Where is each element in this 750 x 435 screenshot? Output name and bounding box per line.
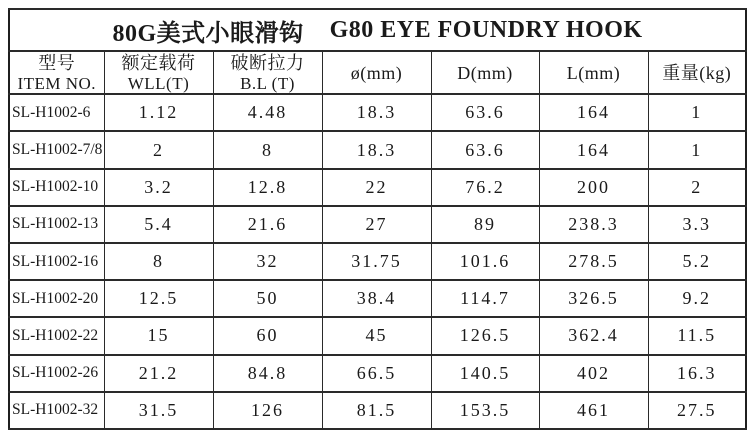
d_mm-cell: 63.6 bbox=[431, 131, 539, 168]
l_mm-cell: 200 bbox=[539, 169, 648, 206]
d_mm-cell: 153.5 bbox=[431, 392, 539, 429]
bl_t-cell: 21.6 bbox=[213, 206, 322, 243]
wll_t-cell: 3.2 bbox=[104, 169, 213, 206]
bl_t-cell: 60 bbox=[213, 317, 322, 354]
item-no-cell: SL-H1002-22 bbox=[9, 317, 104, 354]
table-row bbox=[9, 392, 746, 429]
spec-table bbox=[8, 8, 747, 430]
table-row bbox=[9, 317, 746, 354]
wll_t-cell: 1.12 bbox=[104, 94, 213, 131]
l_mm-cell: 164 bbox=[539, 131, 648, 168]
dia_mm-cell: 38.4 bbox=[322, 280, 431, 317]
column-header-dia: ø(mm) bbox=[322, 51, 431, 94]
dia_mm-cell: 27 bbox=[322, 206, 431, 243]
column-header-l: L(mm) bbox=[539, 51, 648, 94]
l_mm-cell: 164 bbox=[539, 94, 648, 131]
item-no-cell: SL-H1002-6 bbox=[9, 94, 104, 131]
dia_mm-cell: 81.5 bbox=[322, 392, 431, 429]
item-no-cell: SL-H1002-26 bbox=[9, 355, 104, 392]
weight_kg-cell: 3.3 bbox=[648, 206, 746, 243]
weight_kg-cell: 16.3 bbox=[648, 355, 746, 392]
l_mm-cell: 461 bbox=[539, 392, 648, 429]
item-no-cell: SL-H1002-20 bbox=[9, 280, 104, 317]
dia_mm-cell: 18.3 bbox=[322, 131, 431, 168]
table-row bbox=[9, 169, 746, 206]
weight_kg-cell: 11.5 bbox=[648, 317, 746, 354]
l_mm-cell: 362.4 bbox=[539, 317, 648, 354]
l_mm-cell: 278.5 bbox=[539, 243, 648, 280]
d_mm-cell: 140.5 bbox=[431, 355, 539, 392]
l_mm-cell: 402 bbox=[539, 355, 648, 392]
table-row bbox=[9, 94, 746, 131]
wll_t-cell: 5.4 bbox=[104, 206, 213, 243]
d_mm-cell: 126.5 bbox=[431, 317, 539, 354]
page-title bbox=[9, 9, 746, 51]
dia_mm-cell: 31.75 bbox=[322, 243, 431, 280]
table-row bbox=[9, 243, 746, 280]
l_mm-cell: 238.3 bbox=[539, 206, 648, 243]
d_mm-cell: 76.2 bbox=[431, 169, 539, 206]
bl_t-cell: 50 bbox=[213, 280, 322, 317]
l_mm-cell: 326.5 bbox=[539, 280, 648, 317]
wll_t-cell: 31.5 bbox=[104, 392, 213, 429]
dia_mm-cell: 45 bbox=[322, 317, 431, 354]
bl_t-cell: 32 bbox=[213, 243, 322, 280]
column-header-d: D(mm) bbox=[431, 51, 539, 94]
page-title-en: G80 EYE FOUNDRY HOOK bbox=[329, 16, 643, 43]
table-row bbox=[9, 280, 746, 317]
dia_mm-cell: 22 bbox=[322, 169, 431, 206]
weight_kg-cell: 1 bbox=[648, 131, 746, 168]
table-row bbox=[9, 355, 746, 392]
d_mm-cell: 101.6 bbox=[431, 243, 539, 280]
wll_t-cell: 15 bbox=[104, 317, 213, 354]
wll_t-cell: 8 bbox=[104, 243, 213, 280]
weight_kg-cell: 1 bbox=[648, 94, 746, 131]
item-no-cell: SL-H1002-16 bbox=[9, 243, 104, 280]
d_mm-cell: 114.7 bbox=[431, 280, 539, 317]
weight_kg-cell: 5.2 bbox=[648, 243, 746, 280]
d_mm-cell: 63.6 bbox=[431, 94, 539, 131]
bl_t-cell: 126 bbox=[213, 392, 322, 429]
d_mm-cell: 89 bbox=[431, 206, 539, 243]
table-body bbox=[9, 94, 746, 429]
dia_mm-cell: 18.3 bbox=[322, 94, 431, 131]
table-row bbox=[9, 131, 746, 168]
weight_kg-cell: 2 bbox=[648, 169, 746, 206]
column-header-bl: 破断拉力 B.L (T) bbox=[213, 51, 322, 94]
table-row bbox=[9, 206, 746, 243]
item-no-cell: SL-H1002-13 bbox=[9, 206, 104, 243]
wll_t-cell: 21.2 bbox=[104, 355, 213, 392]
column-header-wll: 额定载荷 WLL(T) bbox=[104, 51, 213, 94]
dia_mm-cell: 66.5 bbox=[322, 355, 431, 392]
weight_kg-cell: 27.5 bbox=[648, 392, 746, 429]
item-no-cell: SL-H1002-32 bbox=[9, 392, 104, 429]
weight_kg-cell: 9.2 bbox=[648, 280, 746, 317]
page-title-zh: 80G美式小眼滑钩 bbox=[112, 20, 304, 47]
wll_t-cell: 2 bbox=[104, 131, 213, 168]
bl_t-cell: 12.8 bbox=[213, 169, 322, 206]
table-header-row bbox=[9, 51, 746, 94]
bl_t-cell: 8 bbox=[213, 131, 322, 168]
item-no-cell: SL-H1002-10 bbox=[9, 169, 104, 206]
item-no-cell: SL-H1002-7/8 bbox=[9, 131, 104, 168]
column-header-weight: 重量(kg) bbox=[648, 51, 746, 94]
wll_t-cell: 12.5 bbox=[104, 280, 213, 317]
bl_t-cell: 84.8 bbox=[213, 355, 322, 392]
table-title-row bbox=[9, 9, 746, 51]
column-header-item-no: 型号 ITEM NO. bbox=[9, 51, 104, 94]
bl_t-cell: 4.48 bbox=[213, 94, 322, 131]
